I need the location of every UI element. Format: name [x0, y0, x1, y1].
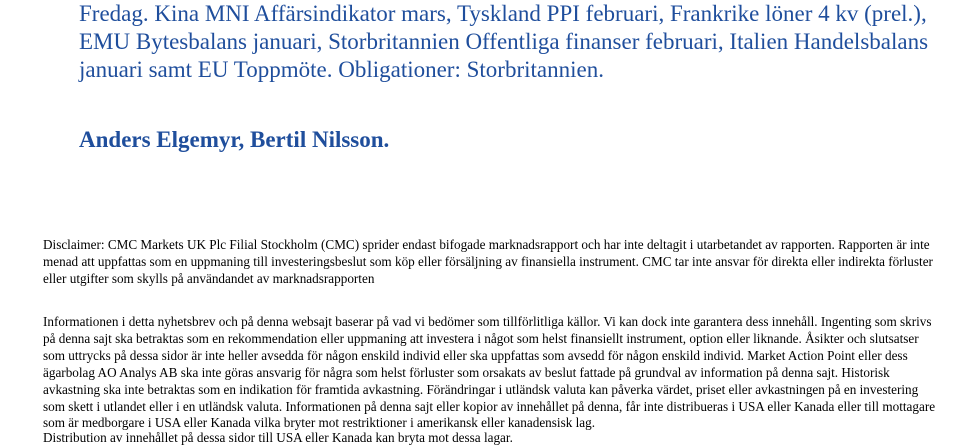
authors-line: Anders Elgemyr, Bertil Nilsson.	[79, 127, 390, 152]
market-calendar-text: Fredag. Kina MNI Affärsindikator mars, Tyskland PPI februari, Frankrike löner 4 kv (prel.), EMU Bytesbalans januari, Storbritannien Offentliga finanser februari, Italien Handelsbalans januari samt EU Toppmöte. Obligationer: Storbritannien.	[79, 1, 929, 82]
information-paragraph: Informationen i detta nyhetsbrev och på denna websajt baserar på vad vi bedömer som tillförlitliga källor. Vi kan dock inte garantera dess innehåll. Ingenting som skrivs på denna sajt ska betraktas som en rekommendation eller uppmaning att investera i något som helst finansiellt instrument, option eller liknande. Åsikter och slutsatser som uttrycks på dessa sidor är inte heller avsedda för någon enskild individ eller ska uppfattas som avsedd för någon enskild individ. Market Action Point eller dess ägarbolag AO Analys AB ska inte göras ansvarig för några som helst förluster som orsakats av beslut fattade på grundval av information på denna sajt. Historisk avkastning ska inte betraktas som en indikation för framtida avkastning. Förändringar i utländsk valuta kan påverka värdet, priset eller avkastningen på en investering som skett i utlandet eller i en utländsk valuta. Informationen på denna sajt eller kopior av innehållet på denna, får inte distribueras i USA eller Kanada eller till mottagare som är medborgare i USA eller Kanada vilka bryter mot restriktioner i amerikansk eller kanadensisk lag.	[43, 314, 936, 431]
disclaimer-paragraph: Disclaimer: CMC Markets UK Plc Filial Stockholm (CMC) sprider endast bifogade marknadsrapport och har inte deltagit i utarbetandet av rapporten. Rapporten är inte menad att uppfattas som en uppmaning till investeringsbeslut som köp eller försäljning av finansiella instrument. CMC tar inte ansvar för direkta eller indirekta förluster eller utgifter som skylls på användandet av marknadsrapporten	[43, 237, 933, 286]
distribution-notice: Distribution av innehållet på dessa sidor till USA eller Kanada kan bryta mot dessa lagar.	[43, 430, 513, 445]
